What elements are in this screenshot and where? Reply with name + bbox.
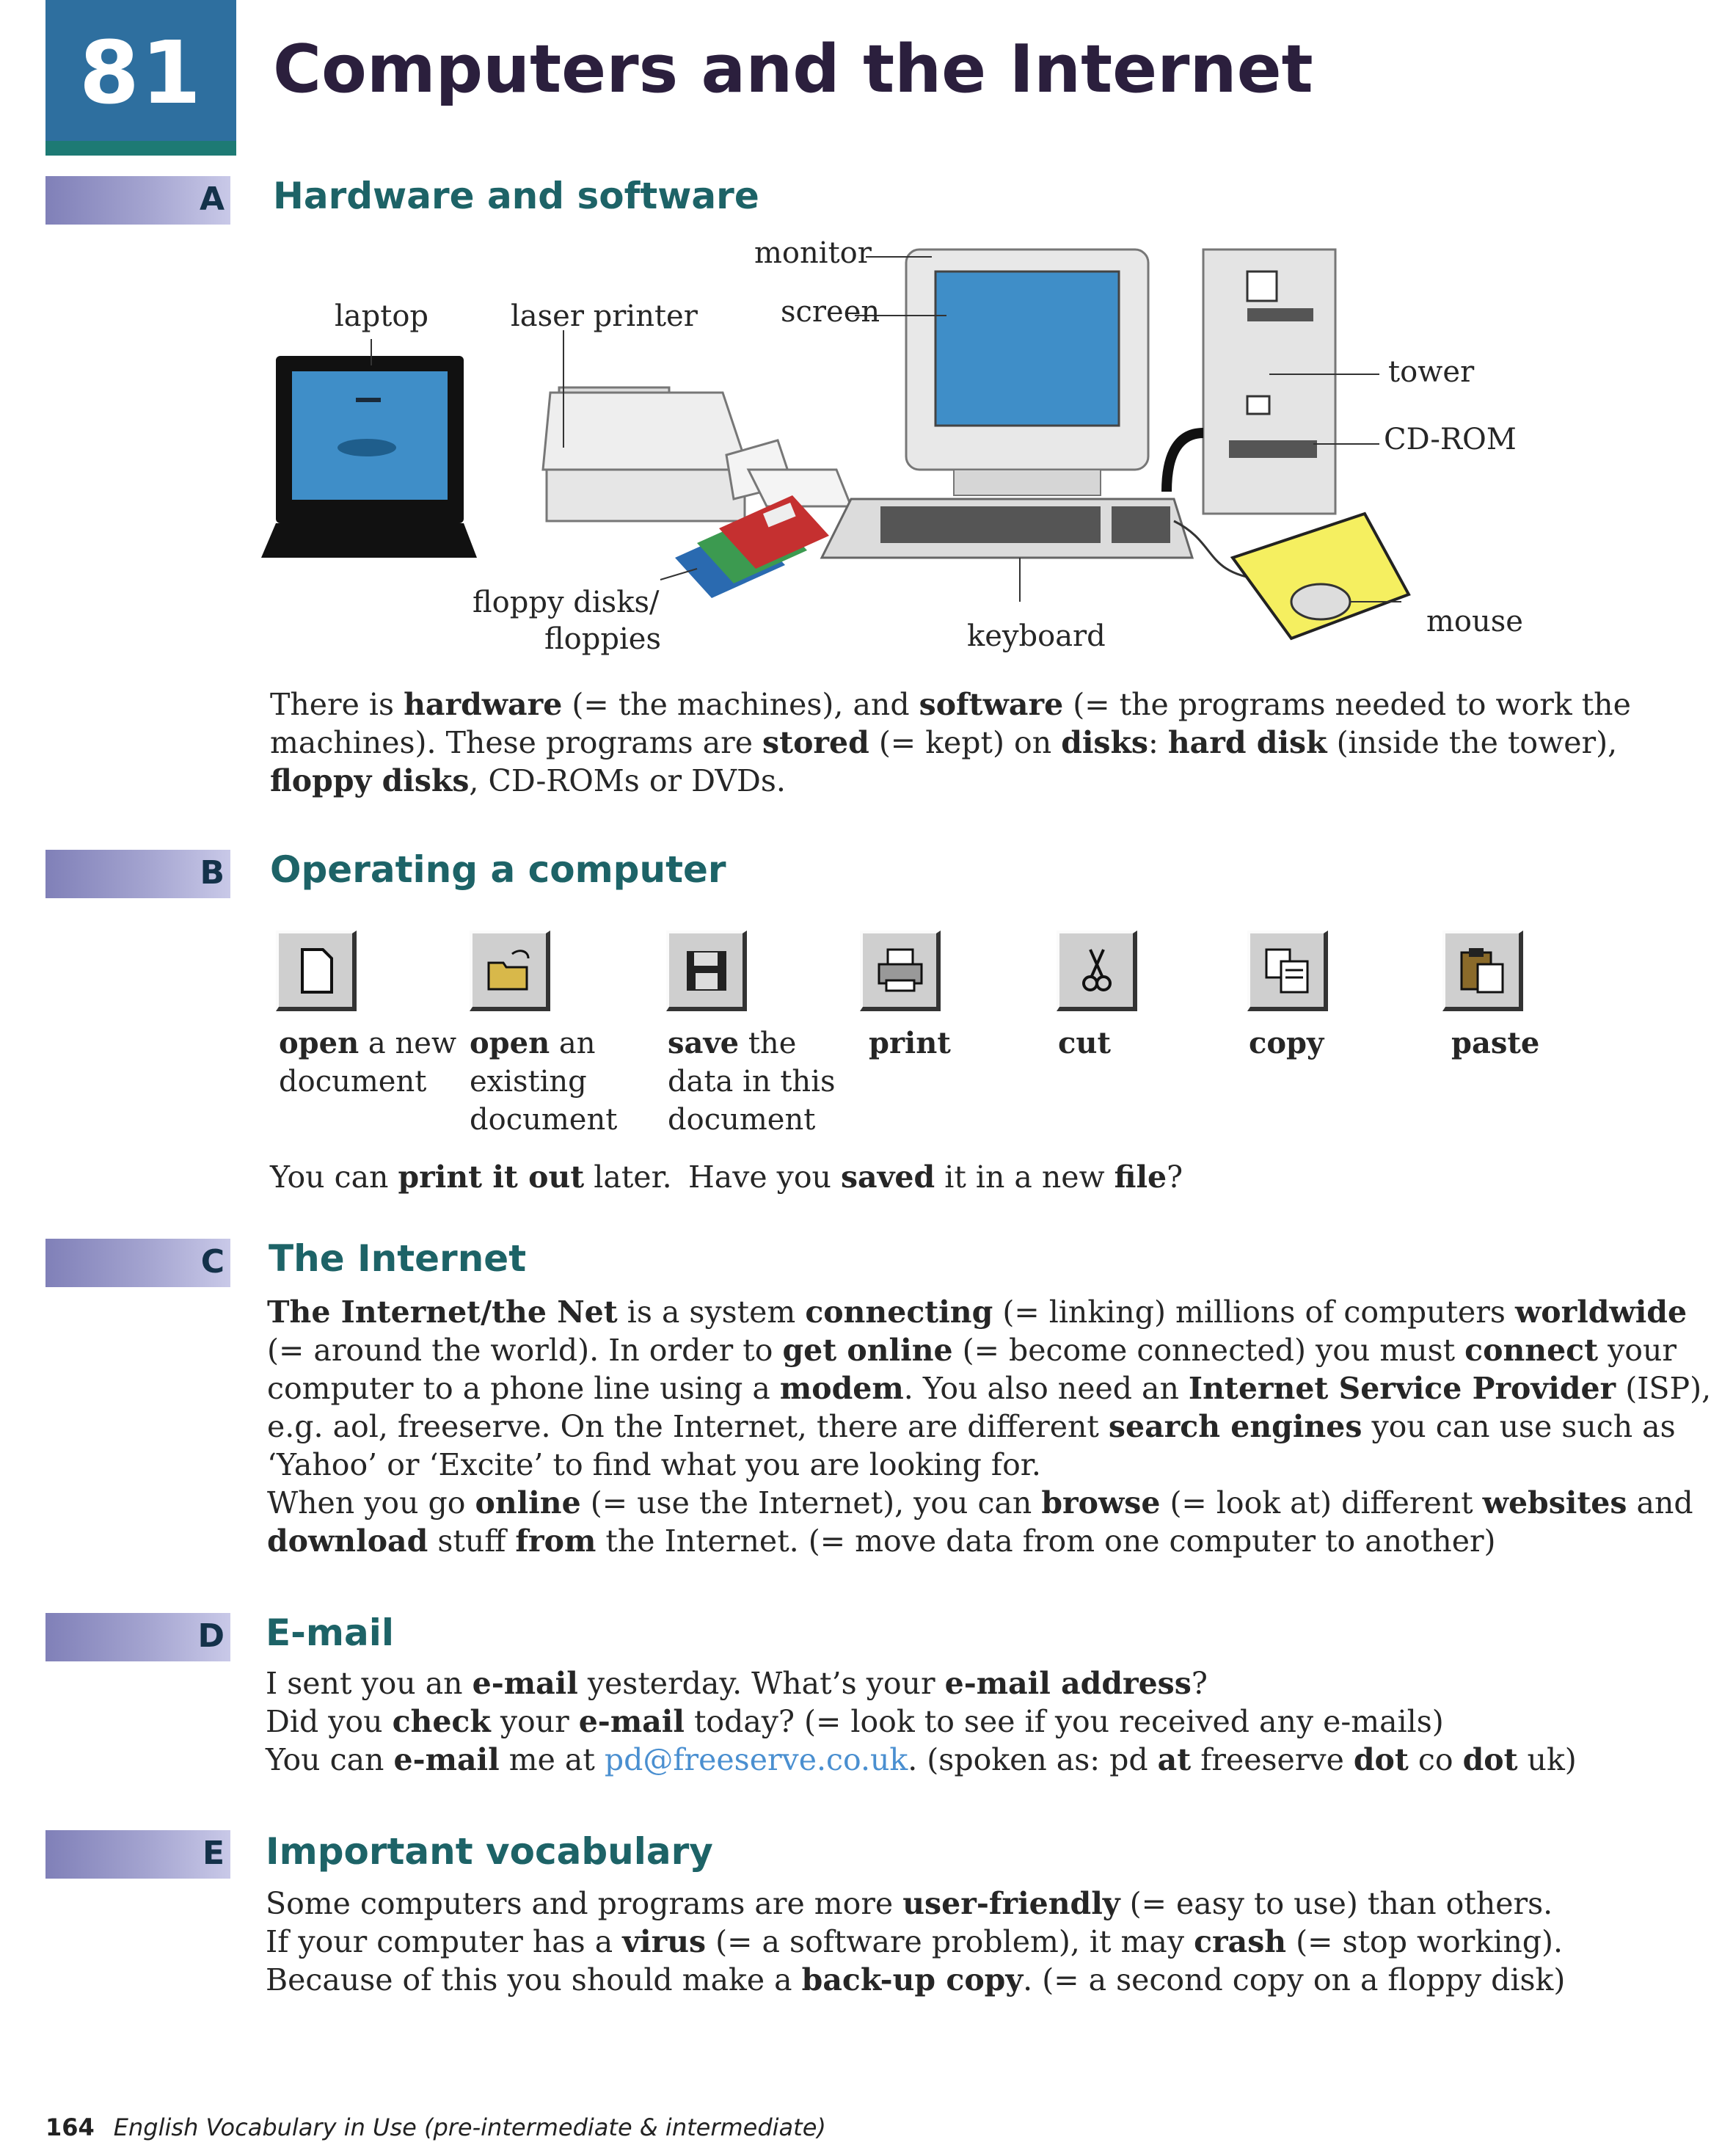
section-c-text <box>267 1293 1711 1560</box>
text-segment: Did you <box>266 1704 393 1739</box>
text-segment: (= around the world). In order to <box>267 1333 783 1368</box>
text-segment: e.g. aol, freeserve. On the Internet, there are different <box>267 1409 1109 1444</box>
section-tab-c <box>45 1239 230 1287</box>
text-segment: is a system <box>617 1294 806 1330</box>
text-segment: today? (= look to see if you received any e-mails) <box>684 1704 1444 1739</box>
text-line <box>267 1522 1711 1560</box>
text-segment: There is <box>270 687 404 722</box>
label-cd-rom: CD-ROM <box>1384 423 1517 456</box>
section-heading-e: Important vocabulary <box>266 1830 713 1873</box>
section-tab-e <box>45 1830 230 1879</box>
text-line <box>270 762 1631 800</box>
text-segment: (= linking) millions of computers <box>993 1294 1515 1330</box>
section-letter-d: D <box>197 1617 225 1655</box>
section-tab-d <box>45 1613 230 1661</box>
save-disk-button[interactable] <box>666 930 747 1011</box>
text-segment: uk) <box>1517 1742 1577 1777</box>
text-line <box>266 1884 1565 1923</box>
text-line <box>266 1741 1577 1779</box>
text-segment: When you go <box>267 1485 475 1521</box>
text-segment: (= the programs needed to work the <box>1063 687 1631 722</box>
section-heading-b: Operating a computer <box>270 848 726 891</box>
text-segment: machines). These programs are <box>270 725 763 760</box>
text-segment: disks <box>1061 725 1149 760</box>
text-segment: computer to a phone line using a <box>267 1371 780 1406</box>
text-line <box>267 1484 1711 1522</box>
text-segment: If your computer has a <box>266 1924 623 1959</box>
page-title: Computers and the Internet <box>273 31 1313 108</box>
caption-keyword: cut <box>1058 1026 1111 1060</box>
text-segment: search engines <box>1108 1409 1362 1444</box>
laptop-illustration <box>261 339 477 558</box>
text-line <box>266 1664 1577 1702</box>
caption-keyword: print <box>869 1026 951 1060</box>
text-segment: saved <box>840 1159 935 1195</box>
text-segment: the Internet. (= move data from one computer to another) <box>596 1523 1496 1559</box>
text-segment: e-mail <box>393 1742 500 1777</box>
caption-line: data in this <box>668 1065 836 1099</box>
text-segment: (inside the tower), <box>1327 725 1618 760</box>
tool-caption <box>1451 1024 1539 1063</box>
text-segment: you can use such as <box>1362 1409 1676 1444</box>
text-segment: hardware <box>404 687 563 722</box>
text-segment: e-mail <box>472 1666 578 1701</box>
text-segment: (ISP), <box>1616 1371 1711 1406</box>
printer-button[interactable] <box>860 930 941 1011</box>
open-folder-button[interactable] <box>470 930 550 1011</box>
text-segment: download <box>267 1523 428 1559</box>
text-line <box>267 1446 1711 1484</box>
text-line <box>267 1331 1711 1369</box>
text-segment: Have you <box>688 1159 841 1195</box>
label-monitor: monitor <box>754 236 872 270</box>
text-segment: yesterday. What’s your <box>577 1666 945 1701</box>
section-heading-a: Hardware and software <box>273 175 759 217</box>
email-link[interactable]: pd@freeserve.co.uk <box>604 1742 908 1777</box>
text-segment: (= kept) on <box>869 725 1062 760</box>
caption-keyword: open <box>470 1026 550 1060</box>
tool-caption <box>1249 1024 1324 1063</box>
text-line <box>266 1702 1577 1741</box>
text-segment: Some computers and programs are more <box>266 1886 903 1921</box>
laser-printer-illustration <box>543 330 851 521</box>
label-floppies: floppies <box>544 622 661 656</box>
text-segment: (= the machines), and <box>562 687 919 722</box>
text-line <box>270 724 1631 762</box>
text-segment: co <box>1408 1742 1463 1777</box>
caption-line: existing <box>470 1065 587 1099</box>
text-segment: : <box>1148 725 1168 760</box>
section-heading-d: E-mail <box>266 1611 395 1654</box>
section-letter-b: B <box>200 854 225 892</box>
text-segment: it in a new <box>935 1159 1114 1195</box>
caption-keyword: copy <box>1249 1026 1324 1060</box>
text-segment: get online <box>782 1333 953 1368</box>
unit-number: 81 <box>79 22 203 123</box>
tool-caption <box>869 1024 951 1063</box>
caption-keyword: open <box>279 1026 360 1060</box>
example-save <box>688 1158 1183 1196</box>
text-segment: at <box>1157 1742 1192 1777</box>
text-segment: You can <box>270 1159 398 1195</box>
caption-rest: the <box>739 1027 797 1060</box>
text-segment: stored <box>762 725 869 760</box>
text-segment: back-up copy <box>801 1962 1024 1997</box>
text-segment: user-friendly <box>902 1886 1120 1921</box>
tool-caption <box>1058 1024 1111 1063</box>
text-segment: ‘Yahoo’ or ‘Excite’ to find what you are looking for. <box>267 1447 1041 1482</box>
text-segment: You can <box>266 1742 394 1777</box>
keyboard-illustration <box>822 499 1192 602</box>
text-segment: print it out <box>398 1159 585 1195</box>
tool-caption <box>470 1024 617 1139</box>
caption-line: document <box>470 1103 618 1137</box>
text-segment: freeserve <box>1191 1742 1354 1777</box>
text-segment: (= stop working). <box>1286 1924 1564 1959</box>
text-segment: . You also need an <box>903 1371 1189 1406</box>
label-screen: screen <box>781 295 880 329</box>
caption-keyword: paste <box>1451 1026 1540 1060</box>
caption-rest: an <box>550 1027 596 1060</box>
section-tab-a <box>45 176 230 225</box>
label-floppy-disks: floppy disks/ <box>473 586 660 619</box>
text-segment: stuff <box>428 1523 516 1559</box>
caption-line: document <box>279 1065 427 1099</box>
text-segment: dot <box>1353 1742 1409 1777</box>
monitor-illustration <box>855 250 1148 495</box>
text-segment: floppy disks <box>270 763 470 798</box>
text-segment: check <box>392 1704 491 1739</box>
copy-button[interactable] <box>1247 930 1328 1011</box>
text-line <box>267 1369 1711 1407</box>
section-a-text <box>270 685 1631 800</box>
section-tab-b <box>45 850 230 898</box>
text-segment: me at <box>499 1742 605 1777</box>
text-line <box>267 1293 1711 1331</box>
text-segment: Because of this you should make a <box>266 1962 802 1997</box>
text-segment: ? <box>1191 1666 1208 1701</box>
text-segment: (= look at) different <box>1160 1485 1483 1521</box>
text-line <box>270 685 1631 724</box>
text-segment: connecting <box>805 1294 993 1330</box>
text-segment: websites <box>1482 1485 1627 1521</box>
text-segment: (= a software problem), it may <box>706 1924 1194 1959</box>
section-e-text <box>266 1884 1565 1999</box>
section-letter-c: C <box>200 1243 225 1281</box>
text-segment: software <box>919 687 1064 722</box>
tool-caption <box>668 1024 836 1139</box>
example-print <box>270 1158 672 1196</box>
unit-box-stripe <box>45 141 236 156</box>
text-segment: worldwide <box>1514 1294 1688 1330</box>
label-keyboard: keyboard <box>967 619 1106 653</box>
text-segment: (= use the Internet), you can <box>580 1485 1042 1521</box>
caption-keyword: save <box>668 1026 740 1060</box>
text-segment: virus <box>622 1924 707 1959</box>
section-d-text <box>266 1664 1577 1779</box>
label-tower: tower <box>1388 355 1475 389</box>
text-segment: The Internet/the Net <box>267 1294 618 1330</box>
text-segment: Internet Service Provider <box>1188 1371 1616 1406</box>
caption-line: document <box>668 1103 816 1137</box>
unit-number-box <box>45 0 236 156</box>
text-segment: connect <box>1464 1333 1599 1368</box>
scissors-button[interactable] <box>1057 930 1137 1011</box>
text-segment: from <box>515 1523 597 1559</box>
text-segment: modem <box>779 1371 904 1406</box>
section-letter-a: A <box>199 181 225 218</box>
computer-hardware-illustration <box>220 235 1541 646</box>
text-segment: (= easy to use) than others. <box>1120 1886 1553 1921</box>
section-heading-c: The Internet <box>269 1237 527 1280</box>
new-document-button[interactable] <box>276 930 357 1011</box>
text-segment: and <box>1627 1485 1693 1521</box>
section-letter-e: E <box>202 1835 225 1872</box>
caption-rest: a new <box>359 1027 457 1060</box>
text-segment: e-mail <box>578 1704 685 1739</box>
label-laptop: laptop <box>335 299 429 333</box>
text-segment: . (spoken as: pd <box>908 1742 1158 1777</box>
text-segment: hard disk <box>1167 725 1327 760</box>
label-laser-printer: laser printer <box>511 299 698 333</box>
tower-illustration <box>1167 250 1379 514</box>
page-number: 164 <box>45 2113 95 2141</box>
tool-caption <box>279 1024 456 1101</box>
page-footer <box>45 2113 826 2141</box>
book-title: English Vocabulary in Use (pre-intermediate & intermediate) <box>113 2113 826 2141</box>
text-segment: later. <box>584 1159 672 1195</box>
label-mouse: mouse <box>1426 605 1523 638</box>
text-segment: browse <box>1041 1485 1161 1521</box>
text-segment: I sent you an <box>266 1666 473 1701</box>
paste-button[interactable] <box>1442 930 1523 1011</box>
text-segment: your <box>1598 1333 1677 1368</box>
text-segment: your <box>490 1704 579 1739</box>
text-segment: ? <box>1167 1159 1183 1195</box>
text-segment: online <box>475 1485 581 1521</box>
text-segment: file <box>1114 1159 1167 1195</box>
text-segment: (= become connected) you must <box>952 1333 1465 1368</box>
text-line <box>266 1923 1565 1961</box>
text-segment: dot <box>1462 1742 1518 1777</box>
text-segment: , CD-ROMs or DVDs. <box>469 763 786 798</box>
text-line <box>267 1407 1711 1446</box>
mouse-illustration <box>1174 514 1409 638</box>
text-line <box>266 1961 1565 1999</box>
text-segment: . (= a second copy on a floppy disk) <box>1023 1962 1566 1997</box>
text-segment: e-mail address <box>944 1666 1192 1701</box>
text-segment: crash <box>1194 1924 1287 1959</box>
